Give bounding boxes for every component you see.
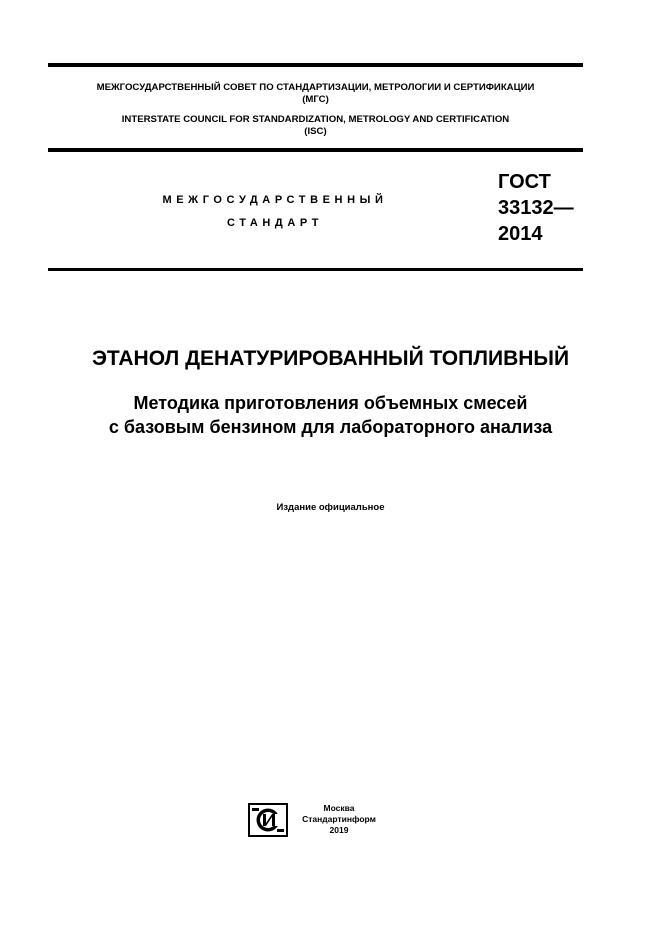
publisher-name: Стандартинформ	[302, 814, 376, 824]
publisher-imprint	[294, 803, 384, 836]
standard-type-line1: МЕЖГОСУДАРСТВЕННЫЙ	[162, 194, 388, 206]
publisher-year: 2019	[329, 825, 349, 835]
subtitle-line1: Методика приготовления объемных смесей	[133, 393, 528, 413]
council-en-abbr: (ISC)	[304, 126, 327, 137]
document-title: ЭТАНОЛ ДЕНАТУРИРОВАННЫЙ ТОПЛИВНЫЙ	[91, 347, 570, 370]
gost-number: 33132—	[498, 197, 574, 219]
gost-designation	[498, 169, 574, 247]
gost-year: 2014	[498, 223, 543, 245]
top-rule	[48, 63, 583, 67]
council-header	[48, 82, 583, 106]
council-ru-name: МЕЖГОСУДАРСТВЕННЫЙ СОВЕТ ПО СТАНДАРТИЗАЦИИ, МЕТРОЛОГИИ И СЕРТИФИКАЦИИ	[96, 82, 535, 93]
gost-label: ГОСТ	[498, 171, 551, 193]
standartinform-logo-icon	[248, 803, 288, 837]
publisher-city: Москва	[323, 803, 355, 813]
standard-type	[130, 189, 420, 235]
council-en-name: INTERSTATE COUNCIL FOR STANDARDIZATION, METROLOGY AND CERTIFICATION	[121, 114, 510, 125]
standard-bottom-rule	[48, 268, 583, 271]
council-header-en	[48, 114, 583, 138]
council-ru-abbr: (МГС)	[302, 94, 329, 105]
subtitle-line2: с базовым бензином для лабораторного анализа	[108, 417, 553, 437]
edition-label: Издание официальное	[276, 502, 385, 513]
document-subtitle	[0, 391, 661, 439]
council-bottom-rule	[48, 148, 583, 152]
standard-type-line2: СТАНДАРТ	[226, 217, 324, 229]
